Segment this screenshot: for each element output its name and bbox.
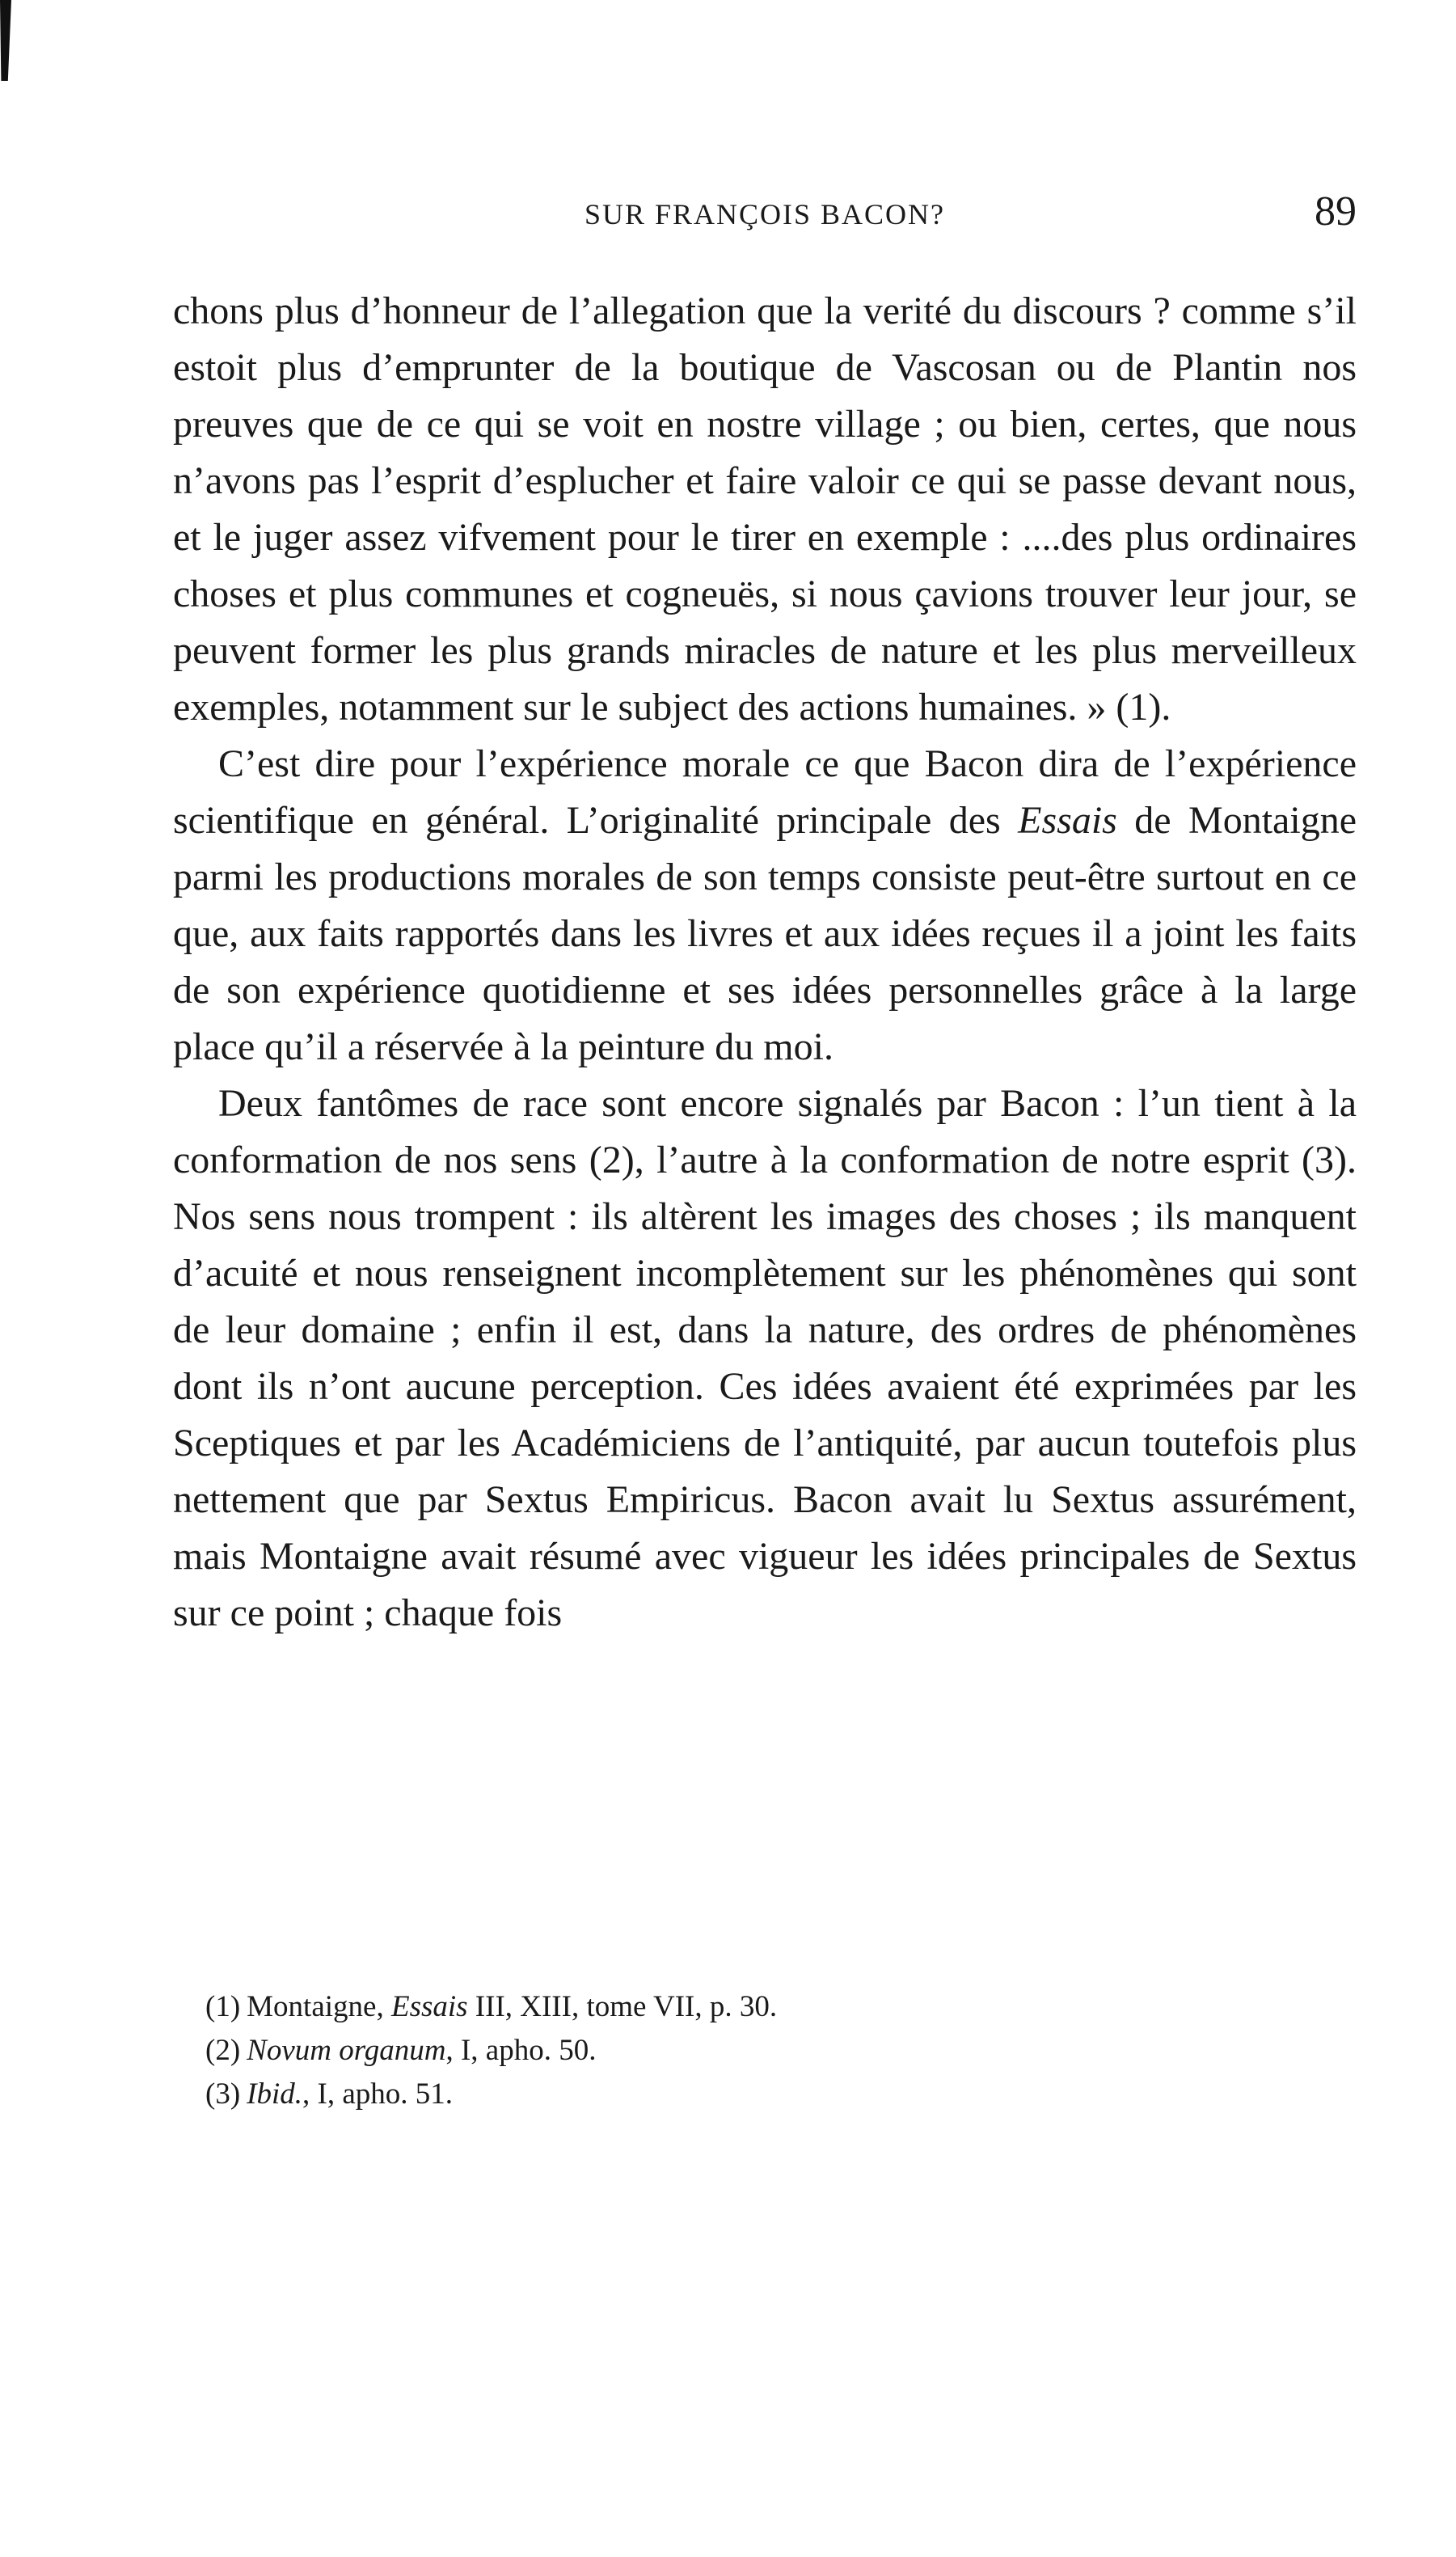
- page-header: [173, 188, 1357, 244]
- essais-title: Essais: [1018, 799, 1117, 842]
- paragraph-3: Deux fantômes de race sont encore signalés par Bacon : l’un tient à la conformation de nos sens (2), l’autre à la conformation de notre esprit (3). Nos sens nous trompent : ils altèrent les images des choses ; ils manquent d’acuité et nous renseignent incomplètement sur les phénomènes qui sont de leur domaine ; enfin il est, dans la nature, des ordres de phénomènes dont ils n’ont aucune perception. Ces idées avaient été exprimées par les Sceptiques et par les Académiciens de l’antiquité, par aucun toutefois plus nettement que par Sextus Empiricus. Bacon avait lu Sextus assurément, mais Montaigne avait résumé avec vigueur les idées principales de Sextus sur ce point ; chaque fois: [173, 1082, 1357, 1634]
- scan-edge-mark: [0, 0, 11, 81]
- paragraph-2-end: de Montaigne parmi les productions morales de son temps consiste peut-être surtout en ce que, aux faits rapportés dans les livres et aux idées reçues il a joint les faits de son expérience quotidienne et ses idées personnelles grâce à la large place qu’il a réservée à la peinture du moi.: [173, 799, 1357, 1068]
- footnote-reference: , I, apho. 50.: [445, 2034, 597, 2067]
- body-text: [173, 283, 1357, 1642]
- footnote-reference: , I, apho. 51.: [302, 2077, 454, 2111]
- paragraph-1: chons plus d’honneur de l’allegation que la verité du discours ? comme s’il estoit plus d’emprunter de la boutique de Vascosan ou de Plantin nos preuves que de ce qui se voit en nostre village ; ou bien, certes, que nous n’avons pas l’esprit d’esplucher et faire valoir ce qui se passe devant nous, et le juger assez vifvement pour le tirer en exemple : ....des plus ordinaires choses et plus communes et cogneuës, si nous çavions trouver leur jour, se peuvent former les plus grands miracles de nature et les plus merveilleux exemples, notamment sur le subject des actions humaines. » (1).: [173, 290, 1357, 729]
- footnote-number: (3): [205, 2077, 241, 2111]
- footnote-title: Ibid.: [247, 2077, 303, 2111]
- footnote-title: Novum organum: [247, 2034, 446, 2067]
- footnote-number: (2): [205, 2034, 241, 2067]
- running-head: SUR FRANÇOIS BACON?: [584, 198, 946, 230]
- footnote-3: [205, 2073, 1353, 2116]
- page-number: 89: [1315, 188, 1357, 235]
- footnotes: [205, 1985, 1353, 2116]
- paragraph-2-start: C’est dire pour l’expérience morale ce que Bacon dira de l’expérience scientifique en général. L’originalité principale des: [173, 742, 1357, 842]
- footnote-2: [205, 2029, 1353, 2073]
- footnote-title: Essais: [390, 1990, 468, 2023]
- footnote-1: [205, 1985, 1353, 2029]
- paragraph-2: [173, 736, 1357, 1076]
- footnote-text: Montaigne,: [247, 1990, 391, 2023]
- footnote-reference: III, XIII, tome VII, p. 30.: [467, 1990, 778, 2023]
- footnote-number: (1): [205, 1990, 241, 2023]
